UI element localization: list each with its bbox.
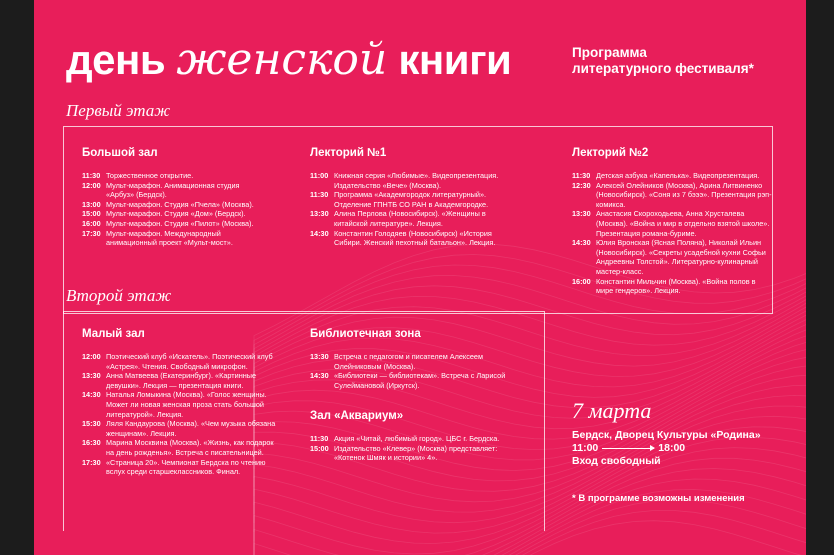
event-date: 7 марта (572, 398, 652, 423)
event-time: 17:30 (82, 228, 101, 238)
event-text: «Страница 20». Чемпионат Бердска по чтению вслух среди старшеклассников. Финал. (106, 457, 266, 477)
event-time: 14:30 (82, 390, 101, 400)
event-time: 13:30 (82, 371, 101, 381)
event-list (82, 171, 268, 248)
event-time: 15:00 (310, 443, 329, 453)
floor1-label: Первый этаж (66, 101, 171, 120)
event-hours (572, 442, 685, 454)
event-item (572, 181, 772, 210)
event-item (310, 444, 528, 463)
event-text: Ляля Кандаурова (Москва). «Чем музыка обязана женщинам». Лекция. (106, 419, 276, 438)
arrow-right-icon (602, 448, 654, 449)
event-text: Мульт-марафон. Анимационная студия «Арбуз» (Бердск). (106, 180, 240, 200)
event-item (82, 352, 278, 371)
event-item (82, 171, 268, 181)
hall-title: Лекторий №1 (310, 147, 387, 159)
event-item (82, 438, 278, 457)
event-text: Мульт-марафон. Студия «Дом» (Бердск). (106, 209, 246, 219)
event-item (572, 277, 772, 296)
event-text: Марина Москвина (Москва). «Жизнь, как подарок на день рожденья». Встреча с писательницей. (106, 438, 274, 457)
event-time: 11:30 (310, 190, 329, 200)
event-text: Мульт-марафон. Студия «Пилот» (Москва). (106, 218, 254, 228)
hall-title: Зал «Аквариум» (310, 410, 404, 422)
hall-bolshoy-zal (82, 146, 268, 248)
title-word-3: книги (398, 36, 512, 83)
event-item (310, 209, 520, 228)
hall-lektoriy-2 (572, 146, 772, 296)
hall-title: Большой зал (82, 147, 158, 159)
entry-info: Вход свободный (572, 455, 661, 467)
event-text: Мульт-марафон. Студия «Пчела» (Москва). (106, 199, 254, 209)
event-text: Торжественное открытие. (106, 171, 194, 180)
event-text: Детская азбука «Капелька». Видеопрезентация. (596, 171, 760, 180)
page-title (66, 34, 511, 86)
event-item (310, 190, 520, 209)
event-text: Мульт-марафон. Международный анимационный проект «Мульт-мост». (106, 228, 233, 248)
event-item (82, 209, 268, 219)
hall-lektoriy-1 (310, 146, 520, 248)
event-time: 13:30 (310, 352, 329, 361)
title-word-2: женской (176, 34, 388, 85)
hall-title: Библиотечная зона (310, 328, 421, 340)
event-list (310, 352, 528, 390)
event-time: 14:30 (310, 228, 329, 238)
event-item (82, 390, 278, 419)
event-text: Юлия Вронская (Ясная Поляна), Николай Ильин (Новосибирск). «Секреты усадебной кухни Софьи Андреевны Толстой». Литературно-кулинарный мастер-класс. (596, 238, 766, 276)
hall-maly-zal (82, 327, 278, 477)
hall-biblioteka (310, 327, 528, 390)
event-item (310, 171, 520, 190)
event-item (82, 458, 278, 477)
event-time: 16:00 (572, 276, 591, 286)
event-item (572, 171, 772, 181)
hall-title: Малый зал (82, 328, 145, 340)
time-start: 11:00 (572, 442, 599, 454)
event-time: 13:30 (310, 209, 329, 219)
event-time: 12:00 (82, 180, 101, 190)
event-item (82, 419, 278, 438)
event-time: 16:30 (82, 438, 101, 448)
event-item (82, 200, 268, 210)
event-time: 15:00 (82, 209, 101, 219)
event-time: 14:30 (572, 238, 591, 248)
time-end: 18:00 (658, 442, 686, 454)
event-list (310, 434, 528, 463)
event-list (82, 352, 278, 477)
event-text: Наталья Ломыкина (Москва). «Голос женщины. Может ли новая женская проза стать большой литературой». Лекция. (106, 390, 267, 419)
hall-title: Лекторий №2 (572, 147, 649, 159)
footnote: * В программе возможны изменения (572, 493, 745, 504)
event-text: Анастасия Скороходьева, Анна Хрусталева (Москва). «Война и мир в отдельно взятой школе». Презентация романа-буриме. (596, 209, 770, 238)
event-text: Константин Мильчин (Москва). «Война полов в мире гендеров». Лекция. (596, 276, 756, 296)
event-item (82, 181, 268, 200)
event-text: Алина Перлова (Новосибирск). «Женщины в китайской литературе». Лекция. (334, 209, 486, 228)
subtitle-line-1: Программа (572, 45, 647, 60)
floor2-label: Второй этаж (66, 286, 172, 305)
event-venue: Бердск, Дворец Культуры «Родина» (572, 429, 761, 441)
event-time: 11:30 (310, 434, 329, 443)
hall-akvarium (310, 409, 528, 463)
event-text: Поэтический клуб «Искатель». Поэтический клуб «Астрея». Чтения. Свободный микрофон. (106, 352, 273, 371)
event-text: Программа «Академгородок литературный». Отделение ГПНТБ СО РАН в Академгородке. (334, 190, 489, 209)
event-text: «Библиотеки — библиотекам». Встреча с Ларисой Сулеймановой (Иркутск). (334, 371, 506, 390)
subtitle (572, 45, 792, 77)
event-time: 15:30 (82, 419, 101, 429)
event-text: Анна Матвеева (Екатеринбург). «Картинные девушки». Лекция — презентация книги. (106, 371, 257, 390)
title-word-1: день (66, 36, 166, 83)
event-item (82, 371, 278, 390)
event-time: 17:30 (82, 457, 101, 467)
event-item (572, 238, 772, 276)
event-text: Константин Голодяев (Новосибирск) «История Сибири. Женский пехотный батальон». Лекция. (334, 228, 496, 248)
subtitle-line-2: литературного фестиваля* (572, 61, 754, 76)
event-list (310, 171, 520, 248)
event-item (572, 209, 772, 238)
event-time: 16:00 (82, 218, 101, 228)
event-text: Акция «Читай, любимый город». ЦБС г. Бердска. (334, 434, 500, 443)
event-list (572, 171, 772, 296)
event-time: 13:30 (572, 209, 591, 219)
event-item (310, 434, 528, 444)
event-item (82, 229, 268, 248)
event-text: Издательство «Клевер» (Москва) представляет: «Котенок Шмяк и истории» 4». (334, 443, 498, 463)
event-text: Встреча с педагогом и писателем Алексеем Олейниковым (Москва). (334, 352, 483, 371)
event-time: 12:00 (82, 352, 101, 361)
event-item (310, 229, 520, 248)
event-time: 12:30 (572, 180, 591, 190)
event-time: 14:30 (310, 371, 329, 381)
event-item (82, 219, 268, 229)
event-text: Книжная серия «Любимые». Видеопрезентация. Издательство «Вече» (Москва). (334, 171, 499, 190)
event-time: 11:30 (82, 171, 101, 180)
event-time: 13:00 (82, 199, 101, 209)
event-time: 11:00 (310, 171, 329, 180)
event-item (310, 352, 528, 371)
poster (34, 0, 806, 555)
event-text: Алексей Олейников (Москва), Арина Литвиненко (Новосибирск). «Соня из 7 бэээ». Презентация рэп-комикса. (596, 180, 772, 209)
event-time: 11:30 (572, 171, 591, 180)
event-item (310, 371, 528, 390)
